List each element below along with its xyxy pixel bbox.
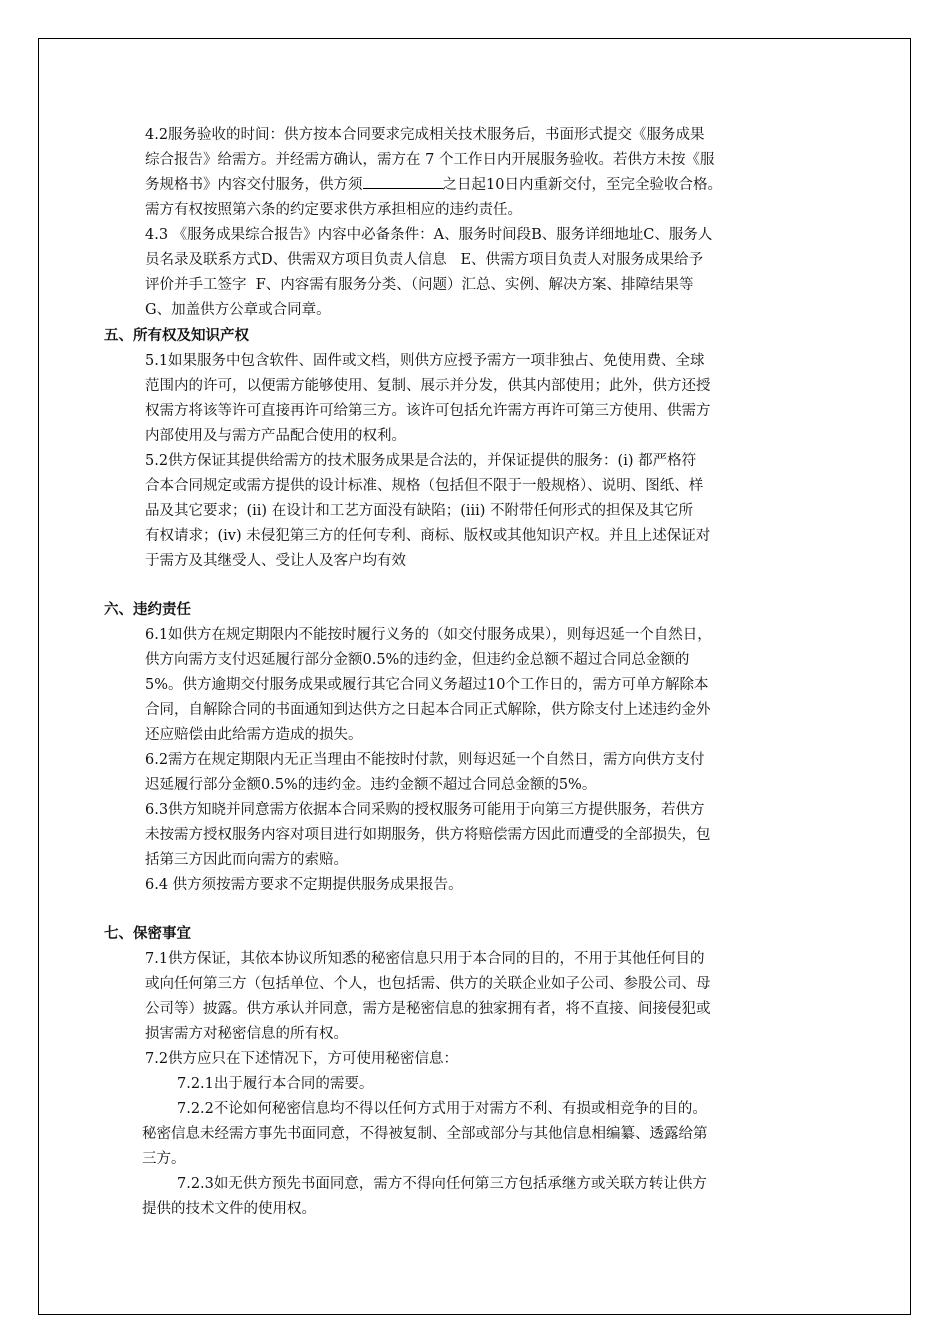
clause-5-1-line-3: 权需方将该等许可直接再许可给第三方。该许可包括允许需方再许可第三方使用、供需方	[145, 403, 711, 419]
clause-7-2-3-line-1: 7.2.3如无供方预先书面同意，需方不得向任何第三方包括承继方或关联方转让供方	[177, 1176, 707, 1192]
clause-7-2-2-line-1: 7.2.2不论如何秘密信息均不得以任何方式用于对需方不利、有损或相竞争的目的。	[177, 1101, 707, 1117]
clause-6-1-line-4: 合同，自解除合同的书面通知到达供方之日起本合同正式解除，供方除支付上述违约金外	[145, 702, 711, 718]
clause-6-2-line-1: 6.2需方在规定期限内无正当理由不能按时付款，则每迟延一个自然日，需方向供方支付	[145, 752, 705, 768]
clause-6-1-line-3: 5%。供方逾期交付服务成果或履行其它合同义务超过10个工作日的，需方可单方解除本	[145, 677, 709, 693]
clause-6-3-line-3: 括第三方因此而向需方的索赔。	[145, 852, 348, 868]
section-7-heading: 七、保密事宜	[104, 926, 191, 942]
clause-5-1-line-1: 5.1如果服务中包含软件、固件或文档，则供方应授予需方一项非独占、免使用费、全球	[145, 353, 705, 369]
clause-4-3-line-1: 4.3 《服务成果综合报告》内容中必备条件：A、服务时间段B、服务详细地址C、服务人	[145, 227, 713, 243]
section-5-heading: 五、所有权及知识产权	[104, 328, 249, 344]
clause-4-3-line-3: 评价并手工签字 F、内容需有服务分类、（问题）汇总、实例、解决方案、排障结果等	[145, 277, 694, 293]
clause-7-2-1-line-1: 7.2.1出于履行本合同的需要。	[177, 1076, 374, 1092]
clause-7-1-line-4: 损害需方对秘密信息的所有权。	[145, 1026, 348, 1042]
clause-4-2-line-3-after: 之日起10日内重新交付，至完全验收合格。	[442, 177, 722, 193]
clause-7-1-line-1: 7.1供方保证，其依本协议所知悉的秘密信息只用于本合同的目的，不用于其他任何目的	[145, 951, 705, 967]
clause-5-2-line-2: 合本合同规定或需方提供的设计标准、规格（包括但不限于一般规格）、说明、图纸、样	[145, 478, 704, 494]
clause-5-1-line-4: 内部使用及与需方产品配合使用的权利。	[145, 428, 406, 444]
clause-5-1-line-2: 范围内的许可，以便需方能够使用、复制、展示并分发，供其内部使用；此外，供方还授	[145, 378, 711, 394]
clause-7-2-line-1: 7.2供方应只在下述情况下，方可使用秘密信息：	[145, 1051, 459, 1067]
clause-5-2-line-5: 于需方及其继受人、受让人及客户均有效	[145, 553, 406, 569]
clause-4-3-line-2: 员名录及联系方式D、供需双方项目负责人信息 E、供需方项目负责人对服务成果给予	[145, 252, 704, 268]
clause-6-2-line-2: 迟延履行部分金额0.5%的违约金。违约金额不超过合同总金额的5%。	[145, 777, 597, 793]
clause-7-2-3-line-2: 提供的技术文件的使用权。	[142, 1201, 316, 1217]
clause-6-3-line-2: 未按需方授权服务内容对项目进行如期服务，供方将赔偿需方因此而遭受的全部损失，包	[145, 827, 711, 843]
clause-4-3-line-4: G、加盖供方公章或合同章。	[145, 302, 331, 318]
clause-7-2-2-line-3: 三方。	[142, 1151, 186, 1167]
clause-7-1-line-3: 公司等）披露。供方承认并同意，需方是秘密信息的独家拥有者，将不直接、间接侵犯或	[145, 1001, 711, 1017]
clause-5-2-line-1: 5.2供方保证其提供给需方的技术服务成果是合法的，并保证提供的服务：(i) 都严格符	[145, 453, 697, 469]
clause-4-2-line-3	[145, 173, 722, 197]
clause-6-3-line-1: 6.3供方知晓并同意需方依据本合同采购的授权服务可能用于向第三方提供服务，若供方	[145, 802, 705, 818]
clause-7-1-line-2: 或向任何第三方（包括单位、个人，也包括需、供方的关联企业如子公司、参股公司、母	[145, 976, 711, 992]
clause-7-2-2-line-2: 秘密信息未经需方事先书面同意，不得被复制、全部或部分与其他信息相编纂、透露给第	[142, 1126, 708, 1142]
fill-in-blank	[363, 174, 443, 189]
clause-6-1-line-1: 6.1如供方在规定期限内不能按时履行义务的（如交付服务成果），则每迟延一个自然日，	[145, 627, 712, 643]
clause-4-2-line-2: 综合报告》给需方。并经需方确认，需方在 7 个工作日内开展服务验收。若供方未按《服	[145, 152, 715, 168]
section-6-heading: 六、违约责任	[104, 602, 191, 618]
clause-6-4-line-1: 6.4 供方须按需方要求不定期提供服务成果报告。	[145, 877, 463, 893]
clause-4-2-line-3-before: 务规格书》内容交付服务，供方须	[145, 177, 363, 193]
clause-6-1-line-2: 供方向需方支付迟延履行部分金额0.5%的违约金，但违约金总额不超过合同总金额的	[145, 652, 690, 668]
clause-4-2-line-1: 4.2服务验收的时间：供方按本合同要求完成相关技术服务后，书面形式提交《服务成果	[145, 127, 705, 143]
clause-4-2-line-4: 需方有权按照第六条的约定要求供方承担相应的违约责任。	[145, 202, 522, 218]
clause-5-2-line-3: 品及其它要求；(ii) 在设计和工艺方面没有缺陷；(iii) 不附带任何形式的担保及其它所	[145, 503, 694, 519]
clause-5-2-line-4: 有权请求；(iv) 未侵犯第三方的任何专利、商标、版权或其他知识产权。并且上述保证对	[145, 528, 711, 544]
clause-6-1-line-5: 还应赔偿由此给需方造成的损失。	[145, 727, 363, 743]
